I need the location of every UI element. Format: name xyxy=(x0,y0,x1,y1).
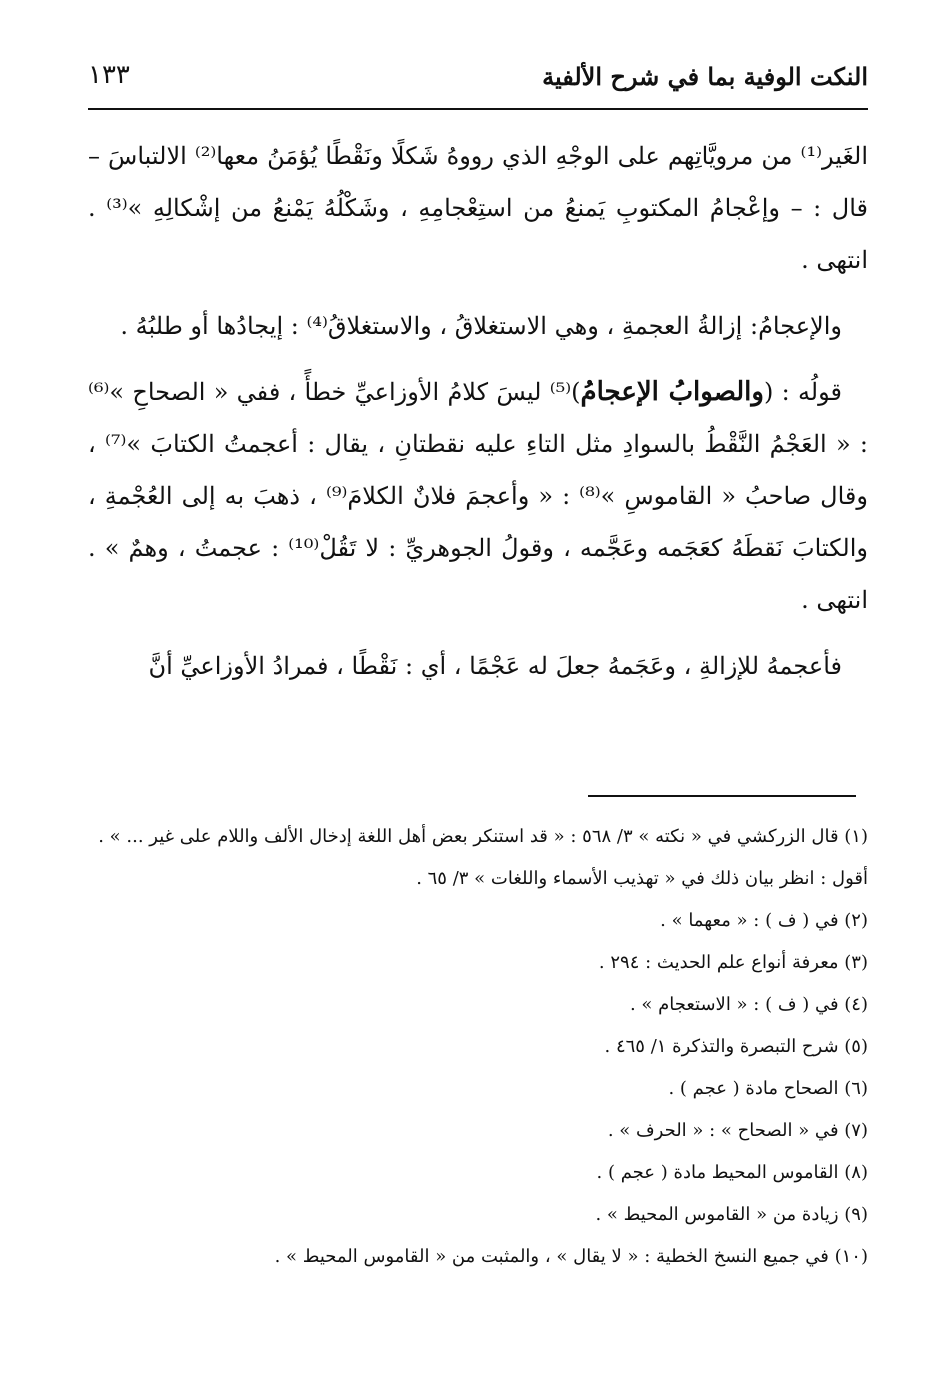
quote-open: قولُه : ( xyxy=(763,378,842,406)
footnote-6: (٦) الصحاح مادة ( عجم ) . xyxy=(668,1078,868,1099)
page-header xyxy=(88,58,868,110)
page-number: ١٣٣ xyxy=(88,60,130,90)
footnote-separator xyxy=(588,795,856,797)
running-title: النكت الوفية بما في شرح الألفية xyxy=(542,62,868,91)
footnote-1: (١) قال الزركشي في « نكته » ٣/ ٥٦٨ : « قد استنكر بعض أهل اللغة إدخال الألف واللام على غير ... » . أقول : انظر بيان ذلك في « تهذيب الأسماء واللغات » ٣/ ٦٥ . xyxy=(98,826,868,889)
footnote-5: (٥) شرح التبصرة والتذكرة ١/ ٤٦٥ . xyxy=(604,1036,868,1057)
paragraph-1: الغَير⁽¹⁾ من مرويَّاتِهم على الوجْهِ الذي رووهُ شَكلًا ونَقْطًا يُؤمَنُ معها⁽²⁾ الالتباسَ – قال : – وإعْجامُ المكتوبِ يَمنعُ من استِعْجامِهِ ، وشَكْلُهُ يَمْنعُ من إشْكالِهِ »⁽³⁾ . انتهى . xyxy=(88,142,869,274)
footnote-9: (٩) زيادة من « القاموس المحيط » . xyxy=(595,1204,868,1225)
footnote-3: (٣) معرفة أنواع علم الحديث : ٢٩٤ . xyxy=(598,952,868,973)
footnote-4: (٤) في ( ف ) : « الاستعجام » . xyxy=(629,994,868,1015)
footnotes xyxy=(88,816,868,1278)
paragraph-3 xyxy=(88,366,868,626)
paragraph-3-rest: )⁽⁵⁾ ليسَ كلامُ الأوزاعيِّ خطأً ، ففي « الصحاحِ »⁽⁶⁾ : « العَجْمُ النَّقْطُ بالسوادِ مثل التاءِ عليه نقطتانِ ، يقال : أعجمتُ الكتابَ »⁽⁷⁾ ، وقال صاحبُ « القاموسِ »⁽⁸⁾ : « وأعجمَ فلانٌ الكلامَ⁽⁹⁾ ، ذهبَ به إلى العُجْمةِ ، والكتابَ نَقطَهُ كعَجَمه وعَجَّمه ، وقولُ الجوهريِّ : لا تَقُلْ⁽¹⁰⁾ : عجمتُ ، وهمٌ » . انتهى . xyxy=(88,378,868,614)
paragraph-4: فأعجمهُ للإزالةِ ، وعَجَمهُ جعلَ له عَجْمًا ، أي : نَقْطًا ، فمرادُ الأوزاعيِّ أنَّ xyxy=(148,652,842,680)
footnote-2: (٢) في ( ف ) : « معهما » . xyxy=(660,910,868,931)
paragraph-2: والإعجامُ: إزالةُ العجمةِ ، وهي الاستغلاقُ ، والاستغلاقُ⁽⁴⁾ : إيجادُها أو طلبُهُ . xyxy=(120,312,842,340)
footnote-10: (١٠) في جميع النسخ الخطية : « لا يقال » ، والمثبت من « القاموس المحيط » . xyxy=(274,1246,868,1267)
footnote-8: (٨) القاموس المحيط مادة ( عجم ) . xyxy=(596,1162,868,1183)
footnote-7: (٧) في « الصحاح » : « الحرف » . xyxy=(607,1120,868,1141)
main-text xyxy=(88,130,868,706)
quoted-keyword: والصوابُ الإعجامُ xyxy=(580,377,764,407)
